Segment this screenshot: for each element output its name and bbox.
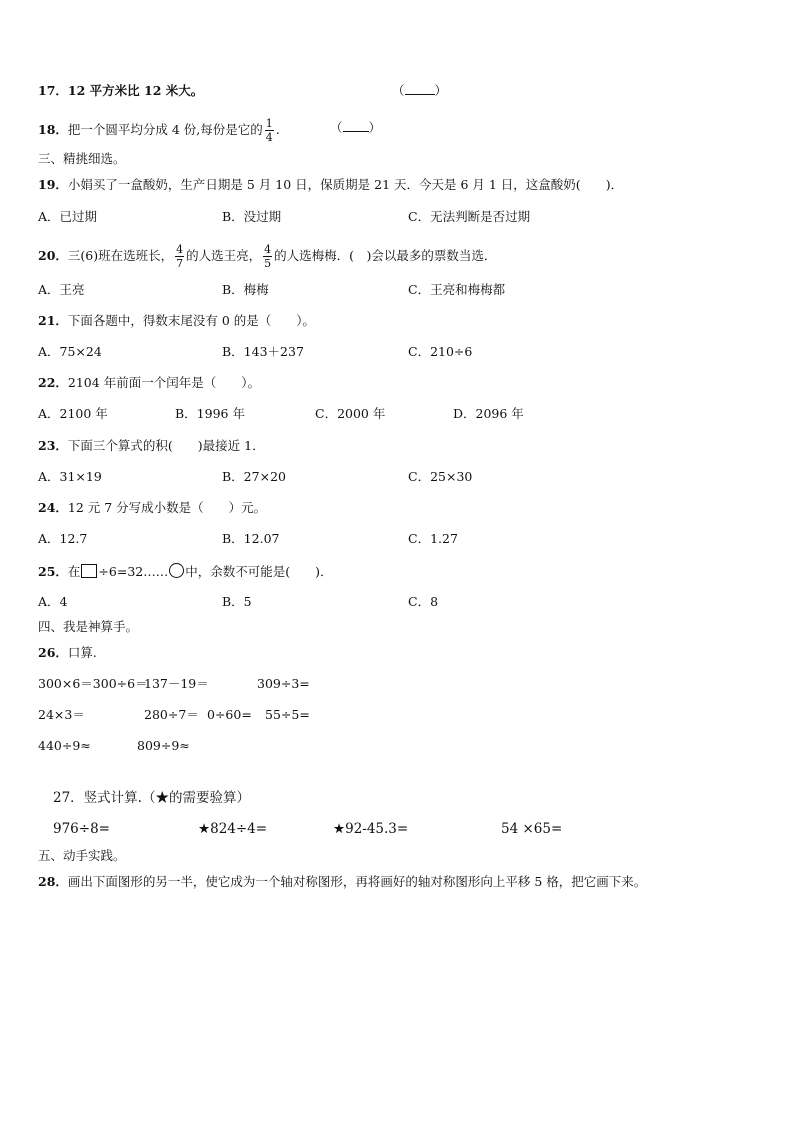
question-25: 25．在 ÷6=32…… 中，余数不可能是( )． [38,564,333,579]
answer-blank-17: （ ） [392,83,448,98]
question-number: 28． [38,874,68,889]
option-b: B．没过期 [222,209,282,224]
question-number: 17． [38,83,68,98]
question-23 [38,438,265,454]
option-b: B．梅梅 [222,282,269,297]
option-a: A．4 [38,594,68,609]
question-number: 19． [38,177,68,192]
question-19 [38,177,623,193]
question-text: 下面三个算式的积( )最接近 1． [67,438,265,453]
question-number: 21． [38,313,68,328]
fraction: $\frac{1}{4}$ [265,117,273,144]
calc-item: 809÷9≈ [137,738,190,753]
calc-item: 280÷7＝ [144,707,199,722]
option-c: C．2000 年 [315,406,386,421]
question-22 [38,375,260,391]
answer-blank-18: （ ） [330,120,382,135]
option-a: A．2100 年 [38,406,108,421]
question-text: 小娟买了一盒酸奶，生产日期是 5 月 10 日，保质期是 21 天．今天是 6 月 1 日，这盒酸奶( )． [67,177,624,192]
question-text: 口算. [67,645,97,660]
question-number: 22． [38,375,68,390]
option-b: B．12.07 [222,531,280,546]
option-a: A．已过期 [38,209,98,224]
question-text: 下面各题中，得数末尾没有 0 的是（ ）。 [67,313,316,328]
question-18: 18．把一个圆平均分成 4 份,每份是它的 $\frac{1}{4}$ . [38,117,280,144]
option-b: B．1996 年 [175,406,245,421]
calc-item: 55÷5= [265,707,310,722]
question-21 [38,313,315,329]
fraction: $\frac{4}{7}$ [176,243,184,270]
option-a: A．王亮 [38,282,85,297]
calc-item: 440÷9≈ [38,738,91,753]
fraction: $\frac{4}{5}$ [264,243,272,270]
calc-item: 24×3＝ [38,707,85,722]
option-c: C．210÷6 [408,344,473,359]
question-number: 25． [38,564,68,579]
blank-line [343,131,369,132]
question-number: 26． [38,645,68,660]
calc-item: 0÷60= [207,707,252,722]
option-c: C．王亮和梅梅都 [408,282,506,297]
question-text: 竖式计算.（★的需要验算） [83,790,250,806]
question-number: 18． [38,122,68,137]
question-number: 27． [53,790,84,806]
calc-item: 976÷8= [53,821,110,837]
question-text: 2104 年前面一个闰年是（ ）。 [67,375,260,390]
question-20: 20．三(6)班在选班长， $\frac{4}{7}$ 的人选王亮， $\frac{4}{5}$ 的人选梅梅．( )会以最多的票数当选． [38,243,497,270]
question-27 [53,790,250,806]
option-b: B．27×20 [222,469,286,484]
section-heading-3: 三、精挑细选。 [38,151,126,166]
calc-item: 309÷3= [257,676,310,691]
section-heading-5: 五、动手实践。 [38,848,126,863]
option-a: A．12.7 [38,531,88,546]
option-d: D．2096 年 [453,406,524,421]
question-number: 24． [38,500,68,515]
calc-item: ★824÷4= [198,821,268,837]
option-c: C．1.27 [408,531,458,546]
calc-item: 137－19＝ [144,676,209,691]
square-box-icon [81,564,97,578]
option-b: B．5 [222,594,252,609]
calc-item: 300×6＝300÷6＝ [38,676,148,691]
option-c: C．25×30 [408,469,473,484]
question-number: 20． [38,248,68,263]
question-text: 12 元 7 分写成小数是（ ）元。 [67,500,267,515]
question-17 [38,83,203,99]
calc-item: ★92-45.3= [333,821,409,837]
option-b: B．143＋237 [222,344,304,359]
section-heading-4: 四、我是神算手。 [38,619,139,634]
option-a: A．75×24 [38,344,102,359]
question-26 [38,645,97,661]
calc-item: 54 ×65= [501,821,563,837]
circle-icon [169,563,184,578]
question-28 [38,874,646,890]
question-number: 23． [38,438,68,453]
question-text: 把一个圆平均分成 4 份,每份是它的 [67,122,263,137]
option-a: A．31×19 [38,469,102,484]
question-text: 12 平方米比 12 米大。 [67,83,204,98]
question-24 [38,500,266,516]
question-text: 画出下面图形的另一半，使它成为一个轴对称图形，再将画好的轴对称图形向上平移 5 格，把它画下来。 [67,874,647,889]
blank-line [405,94,435,95]
option-c: C．无法判断是否过期 [408,209,531,224]
option-c: C．8 [408,594,439,609]
